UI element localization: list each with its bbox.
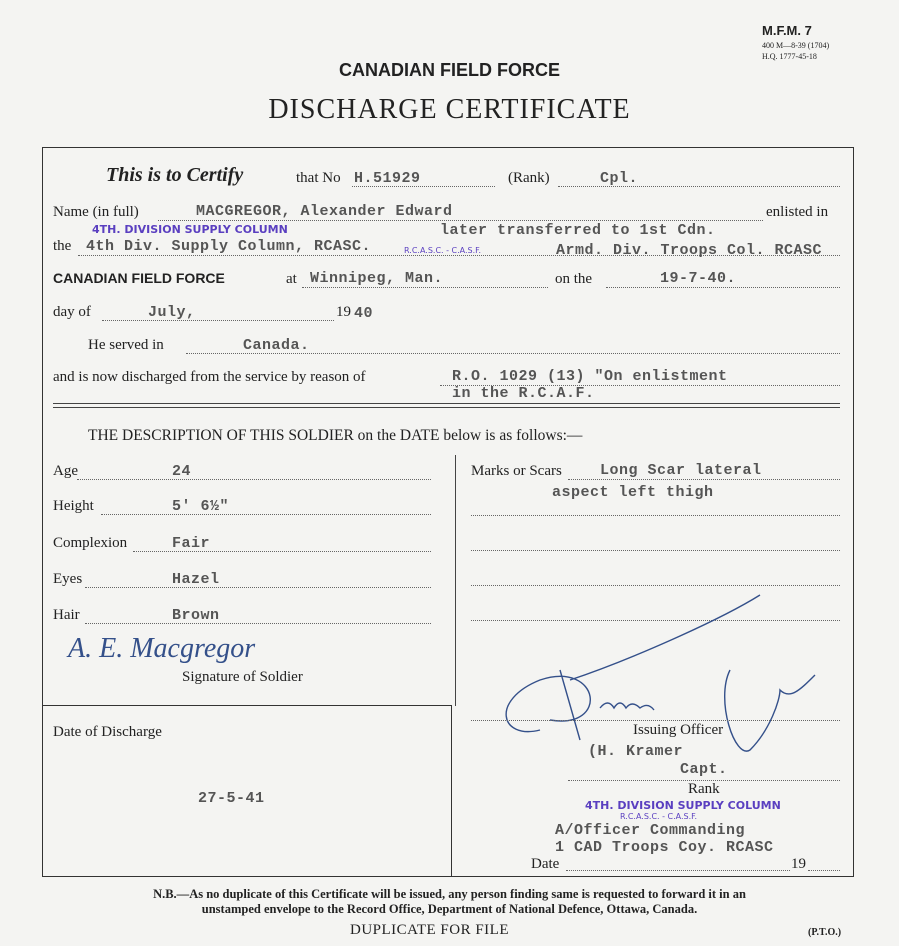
discharge-date-label: Date of Discharge: [53, 724, 162, 740]
rank-value: Cpl.: [600, 170, 639, 187]
at-label: at: [286, 271, 297, 287]
marks-label: Marks or Scars: [471, 463, 562, 479]
year-prefix: 19: [336, 304, 351, 320]
officer-date-year: 19: [791, 856, 806, 872]
attribute-label: Height: [53, 498, 94, 514]
duplicate-label: DUPLICATE FOR FILE: [350, 922, 510, 938]
officer-date-label: Date: [531, 856, 560, 872]
enlist-date: 19-7-40.: [660, 270, 737, 287]
officer-stamp-sub: R.C.A.S.C. - C.A.S.F.: [620, 812, 698, 821]
enlist-year: 40: [354, 305, 374, 322]
form-code: M.F.M. 7: [762, 23, 812, 38]
attribute-label: Eyes: [53, 571, 83, 587]
officer-title: A/Officer Commanding: [555, 822, 746, 839]
soldier-signature: A. E. Macgregor: [68, 633, 256, 664]
attribute-value: 5' 6½": [172, 498, 230, 515]
unit-value: 4th Div. Supply Column, RCASC.: [86, 238, 372, 255]
officer-name: (H. Kramer: [588, 743, 684, 760]
note-text: As no duplicate of this Certificate will be issued, any person finding same is requested to forward it in an: [189, 887, 746, 901]
form-code-line: 400 M—8-39 (1704): [762, 41, 830, 50]
attribute-label: Complexion: [53, 535, 128, 551]
marks-value: Long Scar lateral: [600, 462, 762, 479]
unit-note: Armd. Div. Troops Col. RCASC: [556, 242, 823, 259]
form-code-line: H.Q. 1777-45-18: [762, 52, 817, 61]
officer-rank: Capt.: [680, 761, 728, 778]
certify-lead: This is to Certify: [106, 164, 244, 186]
attribute-value: 24: [172, 463, 192, 480]
soldier-signature-label: Signature of Soldier: [182, 669, 303, 685]
unit-note: later transferred to 1st Cdn.: [440, 222, 716, 239]
rank-label: Rank: [688, 781, 720, 797]
reason-value-2: in the R.C.A.F.: [452, 385, 595, 402]
service-number: H.51929: [354, 170, 421, 187]
officer-stamp: 4TH. DIVISION SUPPLY COLUMN: [585, 799, 781, 812]
enlisted-in-label: enlisted in: [766, 204, 829, 220]
name-label: Name (in full): [53, 204, 139, 220]
unit-stamp-sub: R.C.A.S.C. - C.A.S.F.: [404, 246, 482, 255]
note-lead: N.B.—: [153, 887, 190, 901]
attribute-label: Age: [53, 463, 78, 479]
served-in-value: Canada.: [243, 337, 310, 354]
attribute-label: Hair: [53, 607, 80, 623]
enlist-place: Winnipeg, Man.: [310, 270, 444, 287]
reason-label: and is now discharged from the service by reason of: [53, 369, 366, 385]
reason-value: R.O. 1029 (13) "On enlistment: [452, 368, 728, 385]
enlist-month: July,: [148, 304, 196, 321]
divider: [53, 403, 840, 408]
name-value: MACGREGOR, Alexander Edward: [196, 203, 453, 220]
attribute-value: Fair: [172, 535, 211, 552]
unit-stamp: 4TH. DIVISION SUPPLY COLUMN: [92, 223, 288, 236]
marks-value-2: aspect left thigh: [552, 484, 714, 501]
footer-note-2: unstamped envelope to the Record Office, Department of National Defence, Ottawa, Canada.: [201, 902, 698, 916]
served-in-label: He served in: [88, 337, 164, 353]
page-title: DISCHARGE CERTIFICATE: [268, 94, 631, 125]
column-divider: [455, 455, 456, 706]
officer-unit: 1 CAD Troops Coy. RCASC: [555, 839, 774, 856]
footer-note: [0, 887, 899, 901]
on-the-label: on the: [555, 271, 593, 287]
org-heading: CANADIAN FIELD FORCE: [339, 60, 560, 80]
attribute-value: Hazel: [172, 571, 220, 588]
attribute-value: Brown: [172, 607, 220, 624]
field-force-label: CANADIAN FIELD FORCE: [53, 270, 225, 286]
description-heading: THE DESCRIPTION OF THIS SOLDIER on the DATE below is as follows:—: [88, 427, 583, 444]
rank-label: (Rank): [508, 170, 550, 186]
the-label: the: [53, 238, 72, 254]
day-of-label: day of: [53, 304, 91, 320]
discharge-date-value: 27-5-41: [198, 790, 265, 807]
that-no-label: that No: [296, 170, 341, 186]
pto-label: (P.T.O.): [808, 927, 842, 938]
issuing-officer-label: Issuing Officer: [633, 722, 724, 738]
